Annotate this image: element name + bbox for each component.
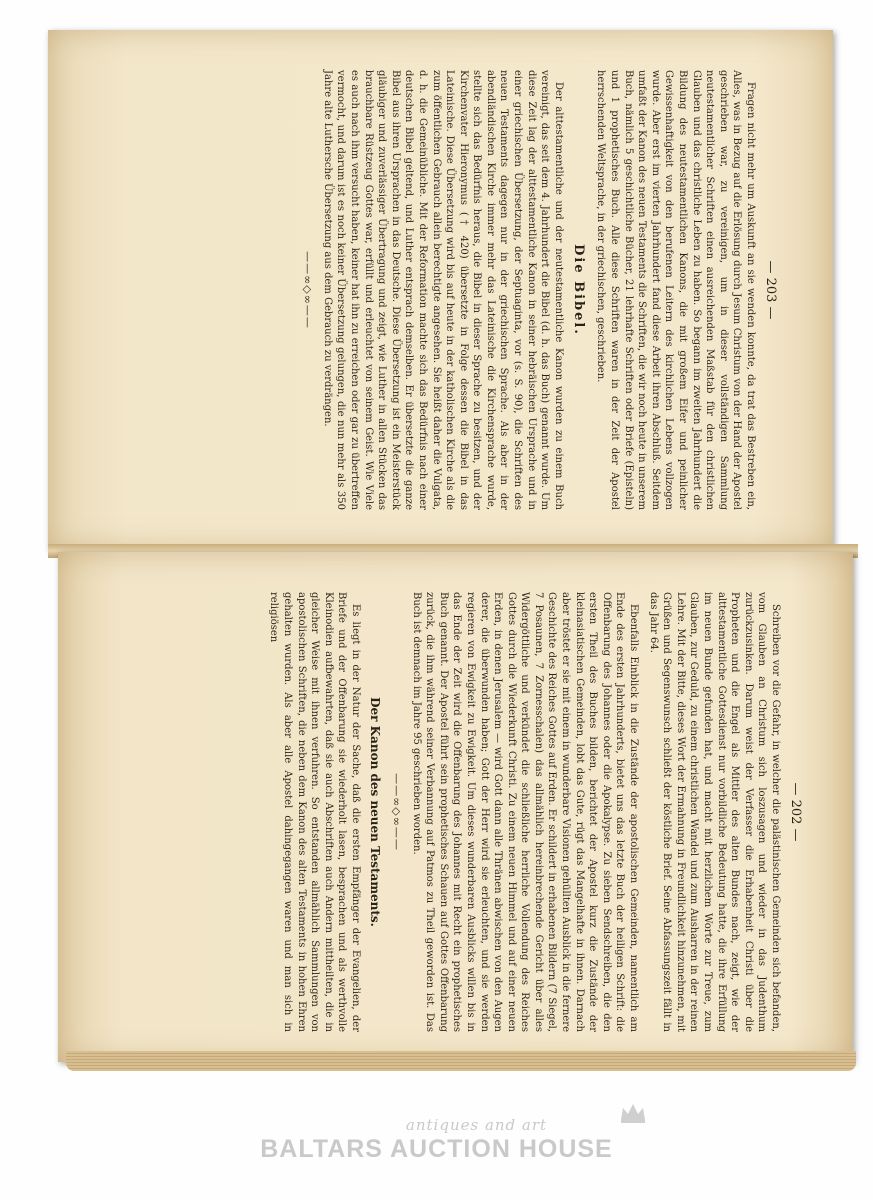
ornament-divider: ——∞◇∞——	[389, 773, 403, 851]
paragraph: Ebenfalls Einblick in die Zustände der apostolischen Gemeinden, namentlich am Ende des ersten Jahrhunderts, bietet uns das letzte Buch der heiligen Schrift: die Offenbarung des Johannes oder die Apokalypse. Zu sieben Sendschreiben, die den ersten Theil des Buches bilden, berichtet der Apostel kurz die Zustände der kleinasiatischen Gemeinden, lobt das Gute, rügt das Mangelhafte in ihnen. Darnach aber tröstet er sie mit einem in wunderbare Visionen gehüllten Ausblick in die fernere Geschichte des Reiches Gottes auf Erden. Er schildert in erhabenen Bildern (7 Siegel, 7 Posaunen, 7 Zornesschalen) das allmählich hereinbrechende Gericht über alles Widergöttliche und verkündet die schließliche herrliche Vollendung des Reiches Gottes durch die Wiederkunft Christi. Zu einem neuen Himmel und auf einer neuen Erden, in denen Jerusalem — wird Gott dann alle Thränen abwischen von den Augen derer, die überwunden haben; Gott der Herr wird sie erleuchten, und sie werden regieren von Ewigkeit zu Ewigkeit. Um dieses wunderbaren Ausblicks willen bis in das Ende der Zeit wird die Offenbarung des Johannes mit Recht ein prophetisches Buch genannt. Der Apostel führt sein prophetisches Schauen auf Gottes Offenbarung zurück, die ihm während seiner Verbannung auf Patmos zu Theil geworden ist. Das Buch ist demnach im Jahre 95 geschrieben worden.	[410, 592, 640, 1032]
page-number: — 203 —	[763, 260, 778, 320]
page-202-text	[261, 592, 803, 1032]
watermark-logo-text: BALTARS AUCTION HOUSE	[260, 1135, 613, 1163]
page-203-text	[295, 70, 778, 510]
page-edges	[66, 1051, 856, 1071]
paragraph: Der alttestamentliche und der neutestamentliche Kanon wurden zu einem Buch vereinigt, das seit dem 4. Jahrhundert die Bibel (d. h. das Buch) genannt wurde. Um diese Zeit lag der alttestamentliche Kanon in seiner hebräischen Ursprache und in einer griechischen Übersetzung, der Septuaginta, vor (s. S. 90), die Schriften des neuen Testaments dagegen nur in der griechischen Sprache. Als aber in der abendländischen Kirche immer mehr das Lateinische die Kirchensprache wurde, stellte sich das Bedürfnis heraus, die Bibel in dieser Sprache zu besitzen, und der Kirchenvater Hieronymus († 420) übersetzte in Folge dessen die Bibel in das Lateinische. Diese Übersetzung wird bis auf heute in der katholischen Kirche als die zum öffentlichen Gebrauch allein berechtigte angesehen. Sie heißt daher die Vulgata, d. h. die Gemeinübliche. Mit der Reformation machte sich das Bedürfnis nach einer deutschen Bibel geltend, und Luther entsprach demselben. Er übersetzte die ganze Bibel aus ihren Ursprachen in das Deutsche. Diese Übersetzung ist ein Meisterstück gläubiger und zuverlässiger Übertragung und zeigt, wie Luther in allen Stücken das brauchbare Rüstzeug Gottes war, erfüllt und erleuchtet von seinem Geist. Wie Viele es auch nach ihm versucht haben, keiner hat ihn zu erreichen oder gar zu übertreffen vermocht, und darum ist es noch keiner Übersetzung gelungen, die nun mehr als 350 Jahre alte Luthersche Übersetzung aus dem Gebrauch zu verdrängen.	[321, 70, 564, 510]
open-book	[48, 16, 858, 1066]
paragraph: Schreiben vor die Gefahr, in welcher die palästinischen Gemeinden sich befanden, vom Glauben an Christum sich loszusagen und wieder in das Judenthum zurückzusinken. Darum weist der Verfasser die Erhabenheit Christi über die Propheten und die Engel als Mittler des alten Bundes nach, zeigt, wie der alttestamentliche Gottesdienst nur vorbildliche Bedeutung hatte, die ihre Erfüllung im neuen Bunde gefunden hat, und macht mit herzlichem Worte zur Treue, zum Glauben, zur Geduld, zu einem christlichen Wandel und zum Ausharren in der reinen Lehre. Mit der Bitte, dieses Wort der Ermahnung in Freundlichkeit hinzunehmen, mit Grüßen und Segenswunsch schließt der köstliche Brief. Seine Abfassungszeit fällt in das Jahr 64.	[647, 592, 781, 1032]
page-number: — 202 —	[788, 782, 803, 842]
paragraph: Es liegt in der Natur der Sache, daß die ersten Empfänger der Evangelien, der Briefe und der Offenbarung sie wiederholt lasen, besprachen und als werthvolle Kleinodien aufbewahrten, daß sie auch Abschriften auch Andern mittheilten, die in gleicher Weise mit ihnen verfuhren. So entstanden allmählich Sammlungen von apostolischen Schriften, die neben dem Kanon des alten Testaments in hohen Ehren gehalten wurden. Als aber alle Apostel dahingegangen waren und man sich in religiösen	[268, 592, 361, 1032]
ornament-divider: ——∞◇∞——	[301, 251, 315, 329]
paragraph: Fragen nicht mehr um Auskunft an sie wenden konnte, da trat das Bestreben ein, Alles, was in Bezug auf die Erlösung durch Jesum Christum von der Hand der Apostel geschrieben war, zu vereinigen, um in dieser vollständigen Sammlung neutestamentlicher Schriften einen ausreichenden Maßstab für den christlichen Glauben und das christliche Leben zu haben. So begann im zweiten Jahrhundert die Bildung des neutestamentlichen Kanons, die mit großem Eifer und peinlicher Gewissenhaftigkeit von den berufenen Leitern des kirchlichen Lebens vollzogen wurde. Aber erst im vierten Jahrhundert fand diese Arbeit ihren Abschluß. Seitdem umfaßt der Kanon des neuen Testaments die Schriften, die wir noch heute in unserem Buch, nämlich 5 geschichtliche Bücher, 21 lehrhafte Schriften oder Briefe (Episteln) und 1 prophetisches Buch. Alle diese Schriften waren in der Zeit der Apostel herrschenden Weltsprache, in der griechischen, geschrieben.	[595, 70, 756, 510]
page-202	[58, 552, 853, 1062]
watermark-tagline: antiques and art	[405, 1116, 548, 1134]
section-heading: Die Bibel.	[570, 244, 586, 336]
section-heading: Der Kanon des neuen Testaments.	[367, 697, 382, 927]
page-203	[48, 30, 833, 550]
